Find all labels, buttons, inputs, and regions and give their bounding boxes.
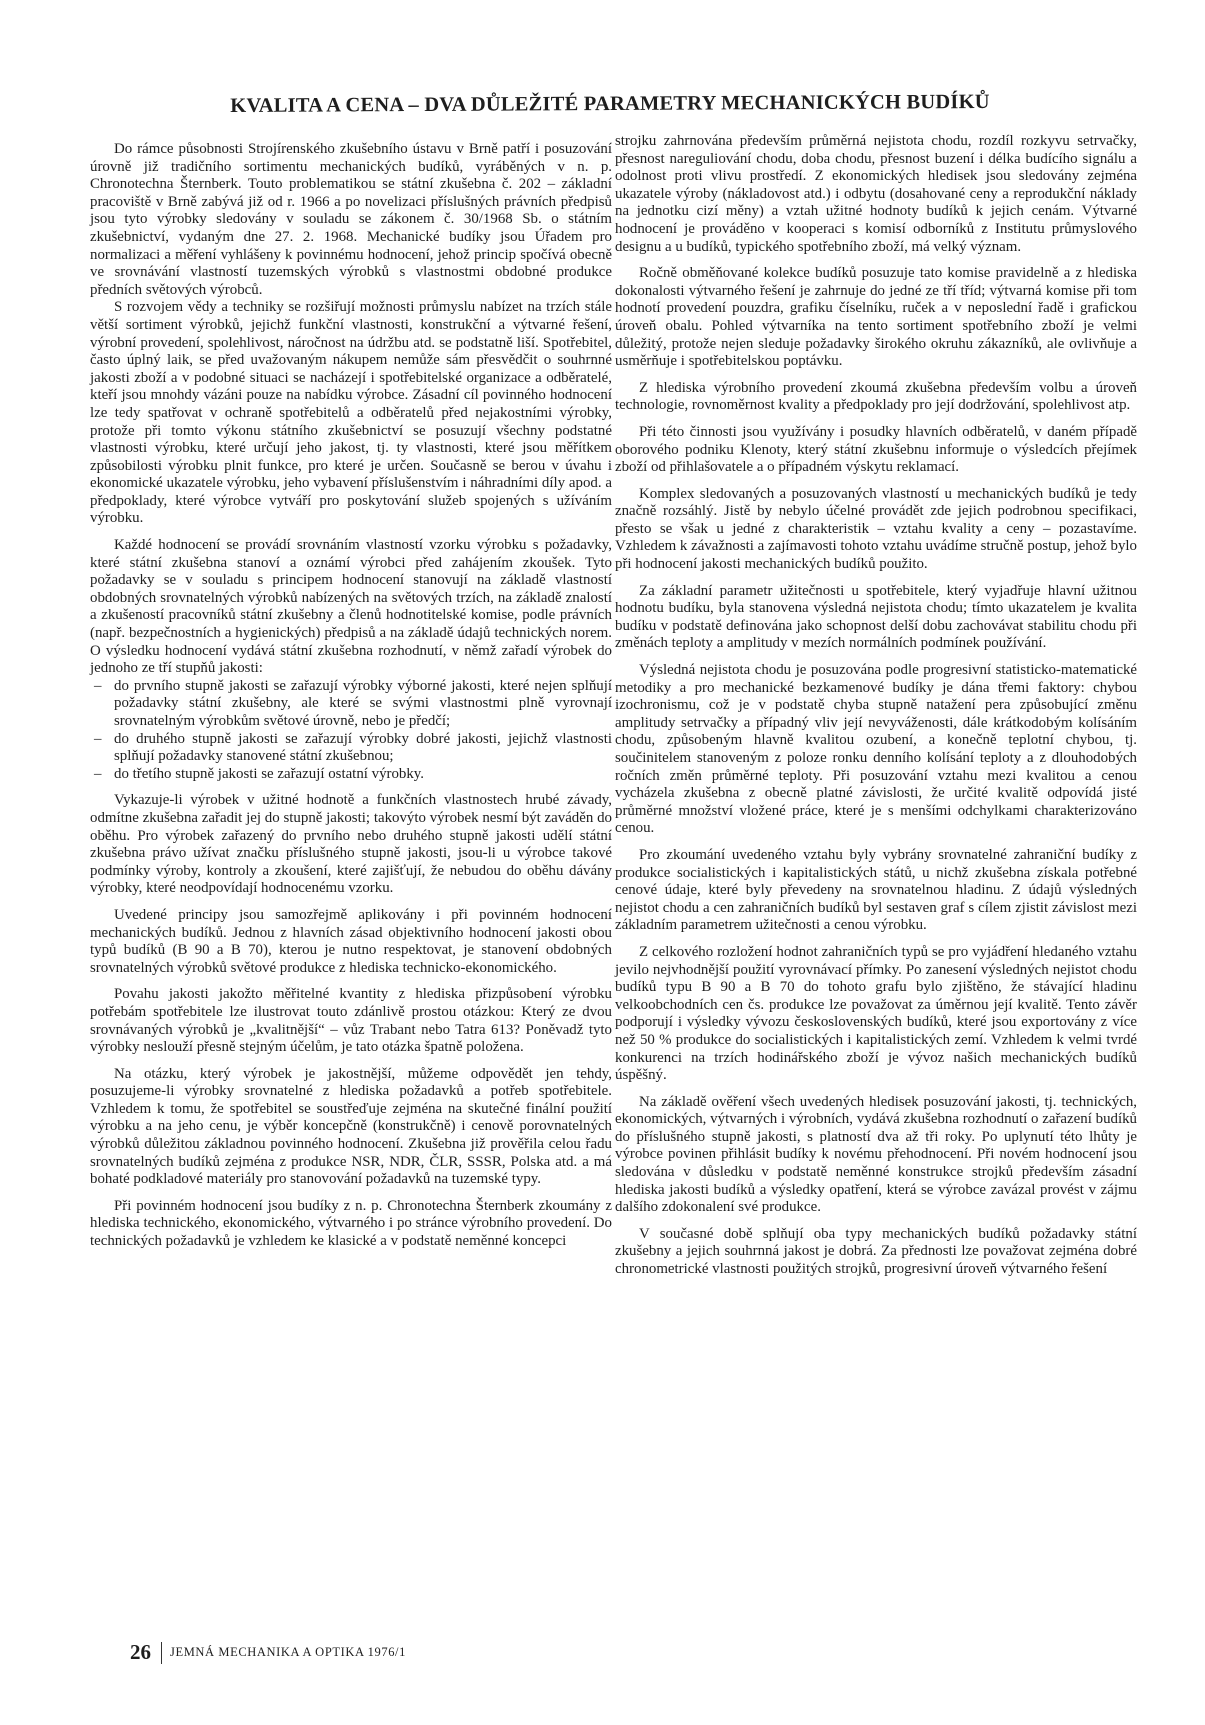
page-footer: [130, 1640, 406, 1665]
paragraph: Výsledná nejistota chodu je posuzována podle progresivní statisticko-matematické metodiky a pro mechanické bezkamenové budíky je dána třemi faktory: chybou izochronismu, což je v podstatě chyba stupně natažení pera způsobující změnu amplitudy setrvačky a případný vliv její nevyváženosti, dále krátkodobým kolísáním chodu, způsobeným hlavně kvalitou ozubení, a konečně teplotní chybou, tj. součinitelem stanoveným z poloze ronku denního kolísání teploty a z dlouhodobých ročních změn průměrné teploty. Při posuzování vztahu mezi kvalitou a cenou vycházela zkušebna z obecně platné závislosti, že určité kvalitě odpovídá jisté průměrné množství vložené práce, které je s menšími odchylkami charakterizováno cenou.: [615, 662, 1137, 837]
paragraph: Za základní parametr užitečnosti u spotřebitele, který vyjadřuje hlavní užitnou hodnotu budíku, byla stanovena výsledná nejistota chodu; tímto ukazatelem je kvalita budíku v podstatě definována jako schopnost delší dobu zachovávat stabilitu chodu při změnách teploty a amplitudy v mezích normálních podmínek používání.: [615, 582, 1137, 652]
right-column: [615, 133, 1137, 1279]
footer-divider: [161, 1642, 162, 1664]
list-item: – do prvního stupně jakosti se zařazují výrobky výborné jakosti, které nejen splňují požadavky státní zkušebny, ale které se svými vlastnostmi plně vyrovnají srovnatelným výrobkům světové úrovně, nebo je předčí;: [90, 678, 612, 731]
paragraph: Ročně obměňované kolekce budíků posuzuje tato komise pravidelně a z hlediska dokonalosti výtvarného řešení je zahrnuje do jedné ze tří tříd; výtvarná komise při tom hodnotí provedení pouzdra, grafiku číselníku, ruček a v neposlední řadě i grafickou úroveň obalu. Pohled výtvarníka na tento sortiment spotřebního zboží je velmi důležitý, protože nejen sleduje požadavky širokého okruhu zákazníků, ale ovlivňuje a usměrňuje i spotřebitelskou poptávku.: [615, 265, 1137, 370]
paragraph: Uvedené principy jsou samozřejmě aplikovány i při povinném hodnocení mechanických budíků. Jednou z hlavních zásad objektivního hodnocení jakosti obou typů budíků (B 90 a B 70), kterou je nutno respektovat, je stanovení obdobných srovnatelných výrobků světové produkce z hlediska technicko-ekonomického.: [90, 906, 612, 976]
paragraph: S rozvojem vědy a techniky se rozšiřují možnosti průmyslu nabízet na trzích stále větší sortiment výrobků, jejichž funkční vlastnosti, konstrukční a výtvarné řešení, výrobní provedení, spolehlivost, náročnost na údržbu atd. se podstatně liší. Spotřebitel, často úplný laik, se před uvažovaným nákupem nemůže sám přesvědčit o souhrnné jakosti zboží a v podobné situaci se nacházejí i spotřebitelské organizace a odběratelé, kteří jsou mnohdy vázáni pouze na nabídku výrobce. Zásadní cíl povinného hodnocení lze tedy spatřovat v ochraně spotřebitelů a odběratelů před nejakostními výrobky, protože při tomto výkonu státního zkušebnictví se posuzují všechny podstatné vlastnosti výrobku, které určují jeho jakost, tj. ty vlastnosti, které jsou měřítkem způsobilosti výrobku plnit funkce, pro které je určen. Současně se berou v úvahu i ekonomické ukazatele výrobku, jeho vybavení příslušenstvím i náhradními díly apod. a předpoklady, které výrobce vytváří pro poskytování služeb spojených s užíváním výrobku.: [90, 299, 612, 527]
paragraph: Komplex sledovaných a posuzovaných vlastností u mechanických budíků je tedy značně rozsáhlý. Jistě by nebylo účelné provádět zde jejich podrobnou specifikaci, přesto se však u jedné z charakteristik – vztahu kvality a ceny – pozastavíme. Vzhledem k závažnosti a zajímavosti tohoto vztahu uvádíme stručně postup, jehož bylo při hodnocení jakosti mechanických budíků použito.: [615, 485, 1137, 573]
article-title: KVALITA A CENA – DVA DŮLEŽITÉ PARAMETRY MECHANICKÝCH BUDÍKŮ: [230, 91, 990, 117]
paragraph: Každé hodnocení se provádí srovnáním vlastností vzorku výrobku s požadavky, které státní zkušebna stanoví a oznámí výrobci před zahájením zkoušek. Tyto požadavky se v souladu s principem hodnocení stanovují na základě vlastností obdobných srovnatelných výrobků nabízených na světových trzích, na základě znalostí a zkušeností pracovníků státní zkušebny a členů hodnotitelské komise, podle právních (např. bezpečnostních a hygienických) předpisů a na základě údajů technických norem. O výsledku hodnocení vydává státní zkušebna rozhodnutí, v němž zařadí výrobek do jednoho ze tří stupňů jakosti:: [90, 537, 612, 677]
list-item: – do třetího stupně jakosti se zařazují ostatní výrobky.: [90, 766, 612, 784]
left-column: [90, 141, 612, 1251]
paragraph: Do rámce působnosti Strojírenského zkušebního ústavu v Brně patří i posuzování úrovně již tradičního sortimentu mechanických budíků, vyráběných v n. p. Chronotechna Šternberk. Touto problematikou se státní zkušebna č. 202 – základní pracoviště v Brně zabývá již od r. 1966 a po novelizaci příslušných právních předpisů jsou tyto výrobky sledovány v souladu se zákonem č. 30/1968 Sb. o státním zkušebnictví, vydaným dne 27. 2. 1968. Mechanické budíky jsou Úřadem pro normalizaci a měření vyhlášeny k povinnému hodnocení, jehož princip spočívá obecně ve srovnávání vlastností tuzemských výrobků s vlastnostmi obdobné produkce předních světových výrobců.: [90, 141, 612, 298]
paragraph: Na otázku, který výrobek je jakostnější, můžeme odpovědět jen tehdy, posuzujeme-li výrobky srovnatelné z hlediska požadavků a potřeb spotřebitele. Vzhledem k tomu, že spotřebitel se soustřeďuje zejména na skutečné finální použití výrobku a na jeho cenu, je výběr koncepčně (konstrukčně) i cenově porovnatelných výrobků důležitou základnou povinného hodnocení. Zkušebna již prověřila celou řadu srovnatelných budíků zejména z produkce NSR, NDR, ČLR, SSSR, Polska atd. a má bohaté podkladové materiály pro stanovování požadavků na tuzemské typy.: [90, 1065, 612, 1188]
paragraph: Z celkového rozložení hodnot zahraničních typů se pro vyjádření hledaného vztahu jevilo nejvhodnější použití vyrovnávací přímky. Po zanesení výsledných nejistot chodu budíků typu B 90 a B 70 do tohoto grafu bylo zjištěno, že stávající hladinu velkoobchodních cen čs. produkce lze považovat za úměrnou její kvalitě. Tento závěr podporují i výsledky vývozu československých budíků, které jsou exportovány z více než 50 % produkce do socialistických i kapitalistických zemí. Vzhledem k velmi tvrdé konkurenci na trzích hodinářského zboží je vývoz našich mechanických budíků úspěšný.: [615, 943, 1137, 1084]
paragraph: Pro zkoumání uvedeného vztahu byly vybrány srovnatelné zahraniční budíky z produkce socialistických i kapitalistických států, u nichž zkušebna získala potřebné cenové údaje, které byly převedeny na srovnatelnou hladinu. Z údajů výsledných nejistot chodu a cen zahraničních budíků byl sestaven graf s cílem zjistit závislost mezi základním parametrem užitečnosti a cenou výrobku.: [615, 846, 1137, 934]
paragraph: strojku zahrnována především průměrná nejistota chodu, rozdíl rozkyvu setrvačky, přesnost nareguliování chodu, doba chodu, přesnost buzení i délka budícího signálu a odolnost proti vlivu prostředí. Z ekonomických hledisek jsou sledovány zejména ukazatele výroby (nákladovost atd.) i odbytu (dosahované ceny a reprodukční náklady na jednotku cizí měny) a vztah užitné hodnoty budíků k jejich cenám. Výtvarné hodnocení je prováděno v kooperaci s komisí odborníků z Institutu průmyslového designu a u budíků, typického spotřebního zboží, má velký význam.: [615, 133, 1137, 255]
paragraph: Povahu jakosti jakožto měřitelné kvantity z hlediska přizpůsobení výrobku potřebám spotřebitele lze ilustrovat touto zdánlivě prostou otázkou: Který ze dvou srovnávaných výrobků je „kvalitnější“ – vůz Trabant nebo Tatra 613? Poněvadž tyto výrobky neslouží přesně stejným účelům, je tato otázka špatně položena.: [90, 986, 612, 1056]
paragraph: Z hlediska výrobního provedení zkoumá zkušebna především volbu a úroveň technologie, rovnoměrnost kvality a předpoklady pro její dodržování, spolehlivost atp.: [615, 379, 1137, 414]
paragraph: Při povinném hodnocení jsou budíky z n. p. Chronotechna Šternberk zkoumány z hlediska technického, ekonomického, výtvarného i po stránce výrobního provedení. Do technických požadavků je vzhledem ke klasické a v podstatě neměnné koncepci: [90, 1197, 612, 1250]
list-item: – do druhého stupně jakosti se zařazují výrobky dobré jakosti, jejichž vlastnosti splňují požadavky stanovené státní zkušebnou;: [90, 731, 612, 766]
paragraph: V současné době splňují oba typy mechanických budíků požadavky státní zkušebny a jejich souhrnná jakost je dobrá. Za přednosti lze považovat zejména dobré chronometrické vlastnosti použitých strojků, progresivní úroveň výtvarného řešení: [615, 1225, 1137, 1278]
paragraph: Při této činnosti jsou využívány i posudky hlavních odběratelů, v daném případě oborového podniku Klenoty, který státní zkušebnu informuje o výsledcích přejímek zboží od přihlašovatele a o případném výskytu reklamací.: [615, 423, 1137, 476]
journal-name: JEMNÁ MECHANIKA A OPTIKA 1976/1: [170, 1645, 406, 1659]
page-number: 26: [130, 1640, 151, 1664]
paragraph: Vykazuje-li výrobek v užitné hodnotě a funkčních vlastnostech hrubé závady, odmítne zkušebna zařadit jej do stupně jakosti; takovýto výrobek nesmí být zaváděn do oběhu. Pro výrobek zařazený do prvního nebo druhého stupně jakosti udělí státní zkušebna právo užívat značku příslušného stupně jakosti, jsou-li u výrobce takové podmínky výroby, kontroly a zkoušení, které zajišťují, že nebudou do oběhu dávány výrobky, které neodpovídají hodnocenému vzorku.: [90, 792, 612, 897]
quality-grade-list: [90, 678, 612, 784]
paragraph: Na základě ověření všech uvedených hledisek posuzování jakosti, tj. technických, ekonomických, výtvarných i výrobních, vydává zkušebna rozhodnutí o zařazení budíků do příslušného stupně jakosti, s platností dva až tři roky. Po uplynutí této lhůty je výrobce povinen přihlásit budíky k novému přehodnocení. Při novém hodnocení jsou sledována v důsledku v podstatě neměnné konstrukce strojků především zásadní hlediska jakosti budíků a výsledky opatření, která se výrobce zavázal provést v zájmu dalšího zdokonalení své produkce.: [615, 1093, 1137, 1216]
